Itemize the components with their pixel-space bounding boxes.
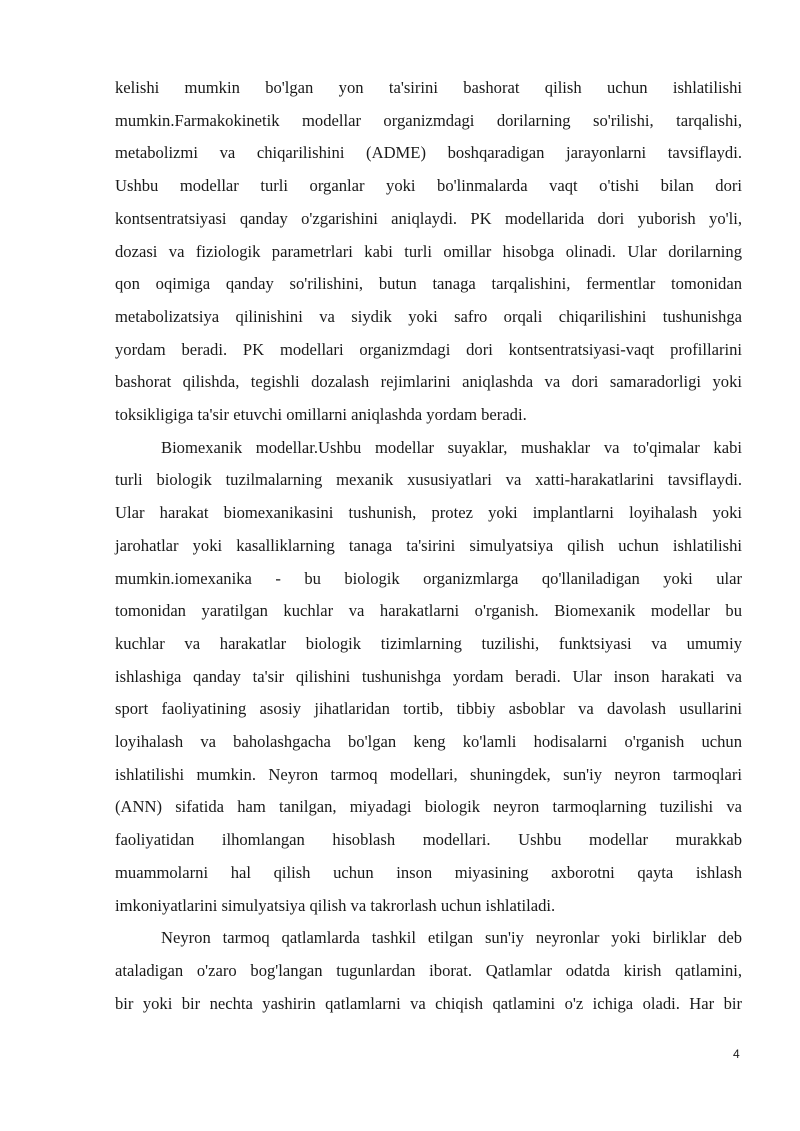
body-text [115,72,742,1020]
paragraph-line: mumkin.iomexanika - bu biologik organizmlarga qo'llaniladigan yoki ular [115,568,742,588]
paragraph-line: sport faoliyatining asosiy jihatlaridan tortib, tibbiy asboblar va davolash usullarini [115,699,742,719]
paragraph-line: ishlatilishi mumkin. Neyron tarmoq modellari, shuningdek, sun'iy neyron tarmoqlari [115,764,742,784]
page-number: 4 [733,1047,740,1061]
paragraph-line: bir yoki bir nechta yashirin qatlamlarni va chiqish qatlamini o'z ichiga oladi. Har bir [115,993,742,1013]
paragraph-line: mumkin.Farmakokinetik modellar organizmdagi dorilarning so'rilishi, tarqalishi, [115,110,742,130]
paragraph-line: (ANN) sifatida ham tanilgan, miyadagi biologik neyron tarmoqlarning tuzilishi va [115,797,742,817]
paragraph-line: kontsentratsiyasi qanday o'zgarishini aniqlaydi. PK modellarida dori yuborish yo'li, [115,208,742,228]
paragraph-line: ataladigan o'zaro bog'langan tugunlardan iborat. Qatlamlar odatda kirish qatlamini, [115,960,742,980]
paragraph-line: muammolarni hal qilish uchun inson miyasining axborotni qayta ishlash [115,862,742,882]
paragraph-line: loyihalash va baholashgacha bo'lgan keng ko'lamli hodisalarni o'rganish uchun [115,732,742,752]
paragraph-line: jarohatlar yoki kasalliklarning tanaga ta'sirini simulyatsiya qilish uchun ishlatilishi [115,535,742,555]
paragraph-line: toksikligiga ta'sir etuvchi omillarni aniqlashda yordam beradi. [115,405,527,425]
paragraph-line: dozasi va fiziologik parametrlari kabi turli omillar hisobga olinadi. Ular dorilarning [115,241,742,261]
paragraph-line: metabolizatsiya qilinishini va siydik yoki safro orqali chiqarilishini tushunishga [115,306,742,326]
paragraph-line: faoliyatidan ilhomlangan hisoblash modellari. Ushbu modellar murakkab [115,830,742,850]
paragraph-line: kelishi mumkin bo'lgan yon ta'sirini bashorat qilish uchun ishlatilishi [115,78,742,97]
paragraph-line: turli biologik tuzilmalarning mexanik xususiyatlari va xatti-harakatlarini tavsiflaydi. [115,470,742,490]
paragraph-line: bashorat qilishda, tegishli dozalash rejimlarini aniqlashda va dori samaradorligi yoki [115,372,742,392]
paragraph-first-line [115,922,742,955]
paragraph-first-line [115,432,742,465]
paragraph-line: Ushbu modellar turli organlar yoki bo'linmalarda vaqt o'tishi bilan dori [115,176,742,196]
paragraph-line: imkoniyatlarini simulyatsiya qilish va takrorlash uchun ishlatiladi. [115,895,556,915]
paragraph-line: Ular harakat biomexanikasini tushunish, protez yoki implantlarni loyihalash yoki [115,503,742,523]
paragraph-line: metabolizmi va chiqarilishini (ADME) boshqaradigan jarayonlarni tavsiflaydi. [115,143,742,163]
paragraph-line: kuchlar va harakatlar biologik tizimlarning tuzilishi, funktsiyasi va umumiy [115,633,742,653]
paragraph-line: ishlashiga qanday ta'sir qilishini tushunishga yordam beradi. Ular inson harakati va [115,666,742,686]
paragraph-line: tomonidan yaratilgan kuchlar va harakatlarni o'rganish. Biomexanik modellar bu [115,601,742,621]
paragraph-line: qon oqimiga qanday so'rilishini, butun tanaga tarqalishini, fermentlar tomonidan [115,274,742,294]
paragraph-line-text: Biomexanik modellar.Ushbu modellar suyaklar, mushaklar va to'qimalar kabi [161,437,742,457]
paragraph-line-text: Neyron tarmoq qatlamlarda tashkil etilgan sun'iy neyronlar yoki birliklar deb [161,928,742,948]
paragraph-line: yordam beradi. PK modellari organizmdagi dori kontsentratsiyasi-vaqt profillarini [115,339,742,359]
